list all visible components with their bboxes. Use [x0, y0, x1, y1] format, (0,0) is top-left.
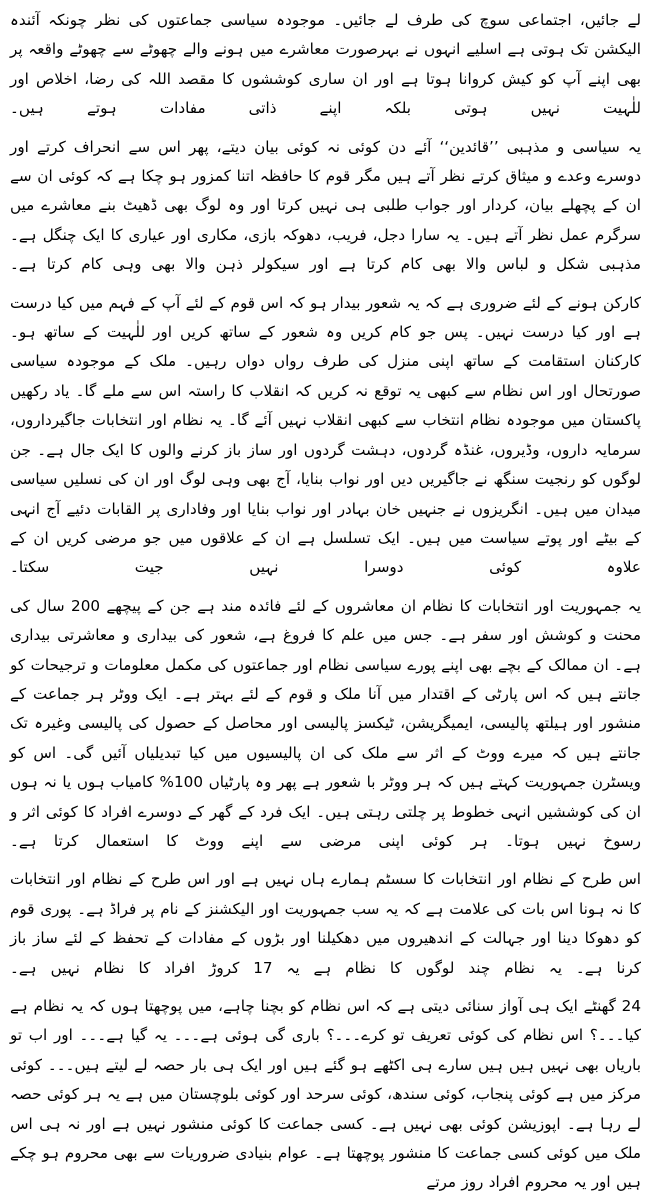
- paragraph: 24 گھنٹے ایک ہی آواز سنائی دیتی ہے کہ اس نظام کو بچنا چاہے، میں پوچھتا ہوں کہ یہ نظام ہے کیا۔۔۔؟ اس نظام کی کوئی تعریف تو کرے۔۔۔؟ باری گی ہوئی ہے۔۔۔ یہ گیا ہے۔۔۔ اور اب تو باریاں بھی نہیں ہیں ہیں سارے ہی اکٹھے ہو گئے ہیں اور ایک ہی بار حصہ لے لیتے ہیں۔۔۔ کوئی مرکز میں ہے کوئی پنجاب، کوئی سندھ، کوئی سرحد اور کوئی بلوچستان میں ہے یہ ہر کوئی حصہ لے رہا ہے۔ اپوزیشن کوئی بھی نہیں ہے۔ کسی جماعت کا کوئی منشور نہیں ہے اور نہ ہی اس ملک میں کوئی کسی جماعت کا منشور پوچھتا ہے۔ عوام بنیادی ضروریات سے بھی محروم ہو چکے ہیں اور یہ محروم افراد روز مرتے: [10, 997, 641, 1192]
- paragraph: لے جائیں، اجتماعی سوچ کی طرف لے جائیں۔ موجودہ سیاسی جماعتوں کی نظر چونکہ آئندہ الیکشن تک ہوتی ہے اسلیے انہوں نے بہرصورت معاشرے میں ہونے والے چھوٹے سے چھوٹے واقعہ پر بھی اپنے آپ کو کیش کروانا ہوتا ہے اور ان ساری کوششوں کا مقصد اللہ کی رضا، اخلاص اور للٰہیت نہیں ہوتی بلکہ اپنے ذاتی مفادات ہوتے ہیں۔: [10, 11, 641, 118]
- document-body: [10, 6, 641, 1198]
- paragraph: یہ سیاسی و مذہبی ’’قائدین‘‘ آئے دن کوئی نہ کوئی بیان دیتے، پھر اس سے انحراف کرتے اور دوسرے وعدے و میثاق کرتے نظر آتے ہیں مگر قوم کا حافظہ اتنا کمزور ہو چکا ہے کہ کوئی ان سے ان کے پچھلے بیان، کردار اور جواب طلبی ہی نہیں کرتا اور وہ لوگ بھی ڈھیٹ بنے معاشرے میں سرگرم عمل نظر آتے ہیں۔ یہ سارا دجل، فریب، دھوکہ بازی، مکاری اور عیاری کا ایک چنگل ہے۔ مذہبی شکل و لباس والا بھی کام کرتا ہے اور سیکولر ذہن والا بھی وہی کام کرتا ہے۔: [10, 137, 641, 274]
- paragraph: کارکن ہونے کے لئے ضروری ہے کہ یہ شعور بیدار ہو کہ اس قوم کے لئے آپ کے فہم میں کیا درست ہے اور کیا درست نہیں۔ پس جو کام کریں وہ شعور کے ساتھ کریں اور للٰہیت کے ساتھ ہو۔ کارکنان استقامت کے ساتھ اپنی منزل کی طرف رواں دواں رہیں۔ ملک کے موجودہ سیاسی صورتحال اور اس نظام سے کبھی یہ توقع نہ کریں کہ انقلاب کا راستہ اس سے ملے گا۔ یاد رکھیں پاکستان میں موجودہ نظام انتخاب سے کبھی انقلاب نہیں آئے گا۔ یہ نظام اور انتخابات جاگیرداروں، سرمایہ داروں، وڈیروں، غنڈہ گردوں، دہشت گردوں اور ساز باز کرنے والوں کا ایک جال ہے۔ جن لوگوں کو رنجیت سنگھ نے جاگیریں دیں اور نواب بنایا، آج بھی وہی لوگ اور ان کی نسلیں سیاسی میدان میں ہیں۔ انگریزوں نے جنہیں خان بہادر اور نواب بنایا اور وفاداری پر القابات دئیے آج انہی کے بیٹے اور پوتے سیاست میں ہیں۔ ایک تسلسل ہے ان کے علاقوں میں جو مرضی کریں ان کے علاوہ کوئی دوسرا نہیں جیت سکتا۔: [10, 293, 641, 577]
- paragraph: اس طرح کے نظام اور انتخابات کا سسٹم ہمارے ہاں نہیں ہے اور اس طرح کے نظام اور انتخابات کا نہ ہونا اس بات کی علامت ہے کہ یہ سب جمہوریت اور الیکشنز کے نام پر فراڈ ہے۔ پوری قوم کو دھوکا دینا اور جہالت کے اندھیروں میں دھکیلنا اور بڑوں کے مفادات کے تحفظ کے لئے ساز باز کرنا ہے۔ یہ نظام چند لوگوں کا نظام ہے یہ 17 کروڑ افراد کا نظام نہیں ہے۔: [10, 870, 641, 977]
- paragraph: یہ جمہوریت اور انتخابات کا نظام ان معاشروں کے لئے فائدہ مند ہے جن کے پیچھے 200 سال کی محنت و کوشش اور سفر ہے۔ جس میں علم کا فروغ ہے، شعور کی بیداری و معاشرتی بیداری ہے۔ ان ممالک کے بچے بھی اپنے پورے سیاسی نظام اور جماعتوں کی مکمل معلومات و ترجیحات کو جانتے ہیں کہ اس پارٹی کے اقتدار میں آنا ملک و قوم کے لئے بہتر ہے۔ ایک ووٹر ہر جماعت کے منشور اور ہیلتھ پالیسی، ایمیگریشن، ٹیکسز پالیسی اور محاصل کے حصول کی پالیسی وغیرہ تک جانتے ہیں کہ میرے ووٹ کے اثر سے ملک کی ان پالیسیوں میں کیا تبدیلیاں آئیں گی۔ اس کو ویسٹرن جمہوریت کہتے ہیں کہ ہر ووٹر با شعور ہے پھر وہ پارٹیاں 100% کامیاب ہوں یا نہ ہوں ان کی کوششیں انہی خطوط پر چلتی رہتی ہیں۔ ایک فرد کے گھر کے دوسرے افراد کا کوئی اثر و رسوخ نہیں ہوتا۔ ہر کوئی اپنی مرضی سے اپنے ووٹ کا استعمال کرتا ہے۔: [10, 596, 641, 850]
